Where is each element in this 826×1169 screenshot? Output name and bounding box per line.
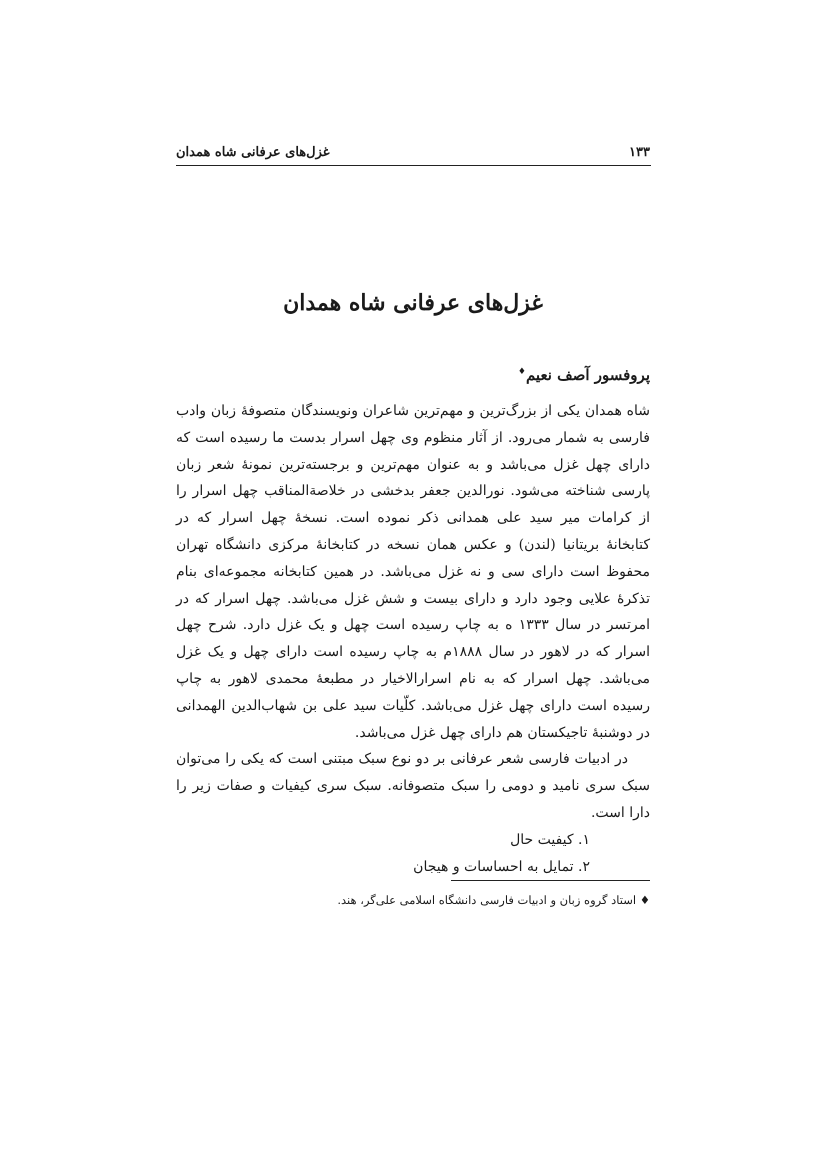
author-footnote-mark: ♦ xyxy=(517,367,526,377)
author-line xyxy=(176,366,650,384)
list-item: ۱. کیفیت حال xyxy=(510,831,590,848)
article-title: غزل‌های عرفانی شاه همدان xyxy=(283,290,543,316)
paragraph-intro: شاه همدان یکی از بزرگ‌ترین و مهم‌ترین شاعران ونویسندگان متصوفهٔ زبان وادب فارسی به شمار می‌رود. از آثار منظوم وی چهل اسرار بدست ما رسیده است که دارای چهل غزل می‌باشد و به عنوان مهم‌ترین و برجسته‌ترین نمونهٔ شعر زبان پارسی شناخته می‌شود. نورالدین جعفر بدخشی در خلاصةالمناقب چهل اسرار را از کرامات میر سید علی همدانی ذکر نموده است. نسخهٔ چهل اسرار که در کتابخانهٔ بریتانیا (لندن) و عکس همان نسخه در کتابخانهٔ مرکزی دانشگاه تهران محفوظ است دارای سی و نه غزل می‌باشد. در همین کتابخانه مجموعه‌ای بنام تذکرهٔ علایی وجود دارد و دارای بیست و شش غزل می‌باشد. چهل اسرار که در امرتسر در سال ۱۳۳۳ ه به چاپ رسیده است چهل و یک غزل دارد. شرح چهل اسرار که در لاهور در سال ۱۸۸۸م به چاپ رسیده است دارای چهل و یک غزل می‌باشد. چهل اسرار که به نام اسرارالاخیار در مطبعهٔ محمدی لاهور به چاپ رسیده است دارای چهل غزل می‌باشد. کلّیات سید علی بن شهاب‌الدین الهمدانی در دوشنبهٔ تاجیکستان هم دارای چهل غزل می‌باشد. xyxy=(176,403,651,741)
header-rule xyxy=(176,165,651,166)
list-item: ۲. تمایل به احساسات و هیجان xyxy=(413,858,590,875)
footnote-text: استاد گروه زبان و ادبیات فارسی دانشگاه اسلامی علی‌گر، هند. xyxy=(337,893,637,907)
footnote-rule xyxy=(451,880,650,881)
author-name: پروفسور آصف نعیم xyxy=(525,366,650,384)
page-number: ۱۳۳ xyxy=(629,144,650,160)
footnote-mark: ♦ xyxy=(639,893,650,907)
body-text xyxy=(176,398,650,880)
running-header xyxy=(176,141,650,163)
paragraph-styles: در ادبیات فارسی شعر عرفانی بر دو نوع سبک مبتنی است که یکی را می‌توان سبک سری نامید و دومی را سبک متصوفانه. سبک سری کیفیات و صفات زیر را دارا است. xyxy=(176,751,650,821)
footnote xyxy=(176,893,650,907)
running-title: غزل‌های عرفانی شاه همدان xyxy=(176,144,330,160)
